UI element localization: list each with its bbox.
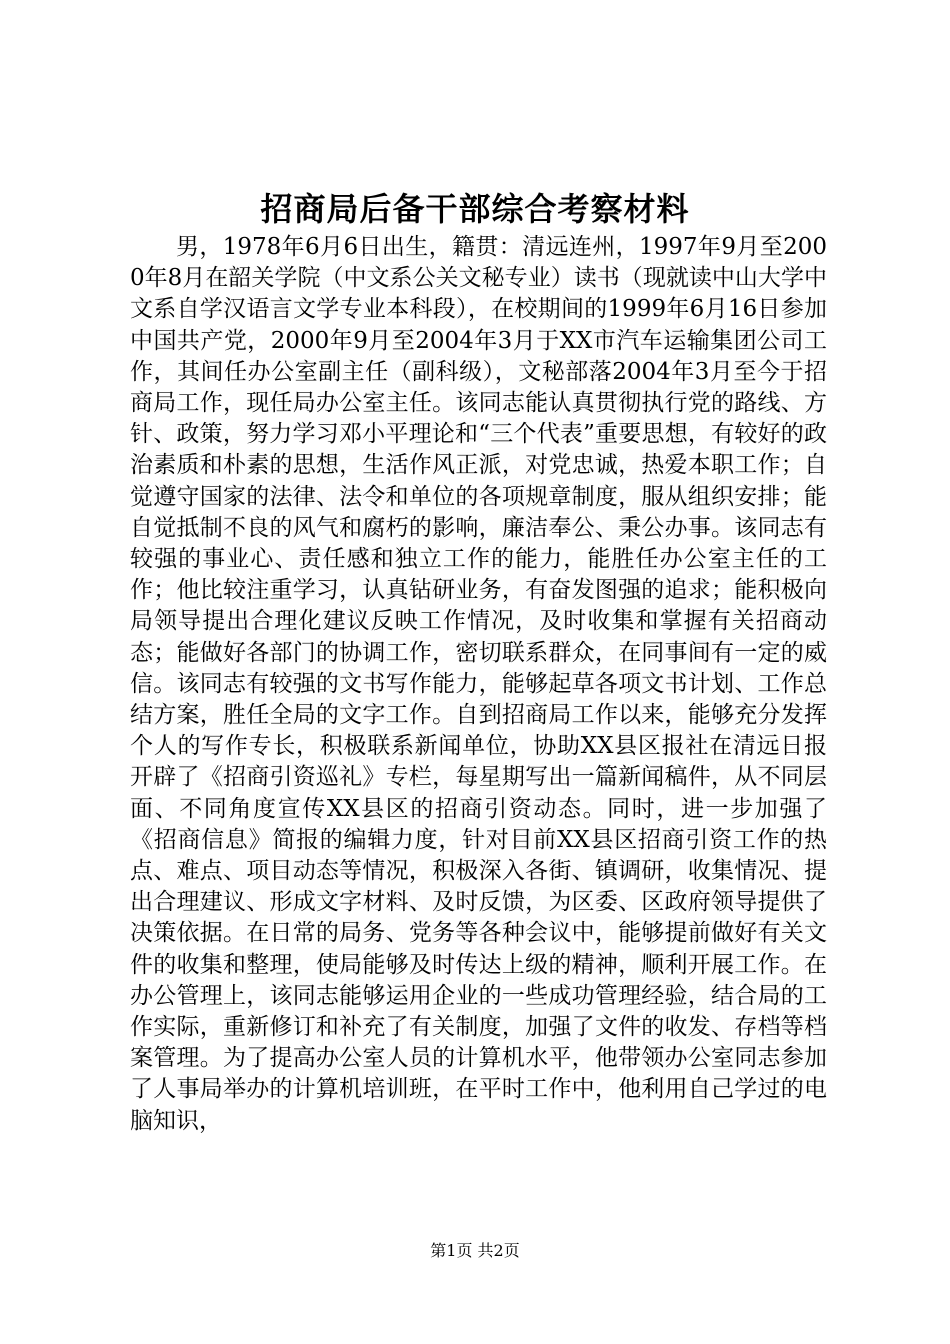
body-paragraph: 男，1978年6月6日出生，籍贯：清远连州，1997年9月至2000年8月在韶关学院（中文系公关文秘专业）读书（现就读中山大学中文系自学汉语言文学专业本科段），在校期间的1999年6月16日参加中国共产党，2000年9月至2004年3月于XX市汽车运输集团公司工作，其间任办公室副主任（副科级），文秘部落2004年3月至今于招商局工作，现任局办公室主任。该同志能认真贯彻执行党的路线、方针、政策，努力学习邓小平理论和“三个代表”重要思想，有较好的政治素质和朴素的思想，生活作风正派，对党忠诚，热爱本职工作；自觉遵守国家的法律、法令和单位的各项规章制度，服从组织安排；能自觉抵制不良的风气和腐朽的影响，廉洁奉公、秉公办事。该同志有较强的事业心、责任感和独立工作的能力，能胜任办公室主任的工作；他比较注重学习，认真钻研业务，有奋发图强的追求；能积极向局领导提出合理化建议反映工作情况，及时收集和掌握有关招商动态；能做好各部门的协调工作，密切联系群众，在同事间有一定的威信。该同志有较强的文书写作能力，能够起草各项文书计划、工作总结方案，胜任全局的文字工作。自到招商局工作以来，能够充分发挥个人的写作专长，积极联系新闻单位，协助XX县区报社在清远日报开辟了《招商引资巡礼》专栏，每星期写出一篇新闻稿件，从不同层面、不同角度宣传XX县区的招商引资动态。同时，进一步加强了《招商信息》简报的编辑力度，针对目前XX县区招商引资工作的热点、难点、项目动态等情况，积极深入各街、镇调研，收集情况、提出合理建议、形成文字材料、及时反馈，为区委、区政府领导提供了决策依据。在日常的局务、党务等各种会议中，能够提前做好有关文件的收集和整理，使局能够及时传达上级的精神，顺利开展工作。在办公管理上，该同志能够运用企业的一些成功管理经验，结合局的工作实际，重新修订和补充了有关制度，加强了文件的收发、存档等档案管理。为了提高办公室人员的计算机水平，他带领办公室同志参加了人事局举办的计算机培训班，在平时工作中，他利用自己学过的电脑知识， <box>130 234 827 1134</box>
page-footer: 第1页 共2页 <box>430 1241 520 1260</box>
document-title: 招商局后备干部综合考察材料 <box>260 190 690 228</box>
